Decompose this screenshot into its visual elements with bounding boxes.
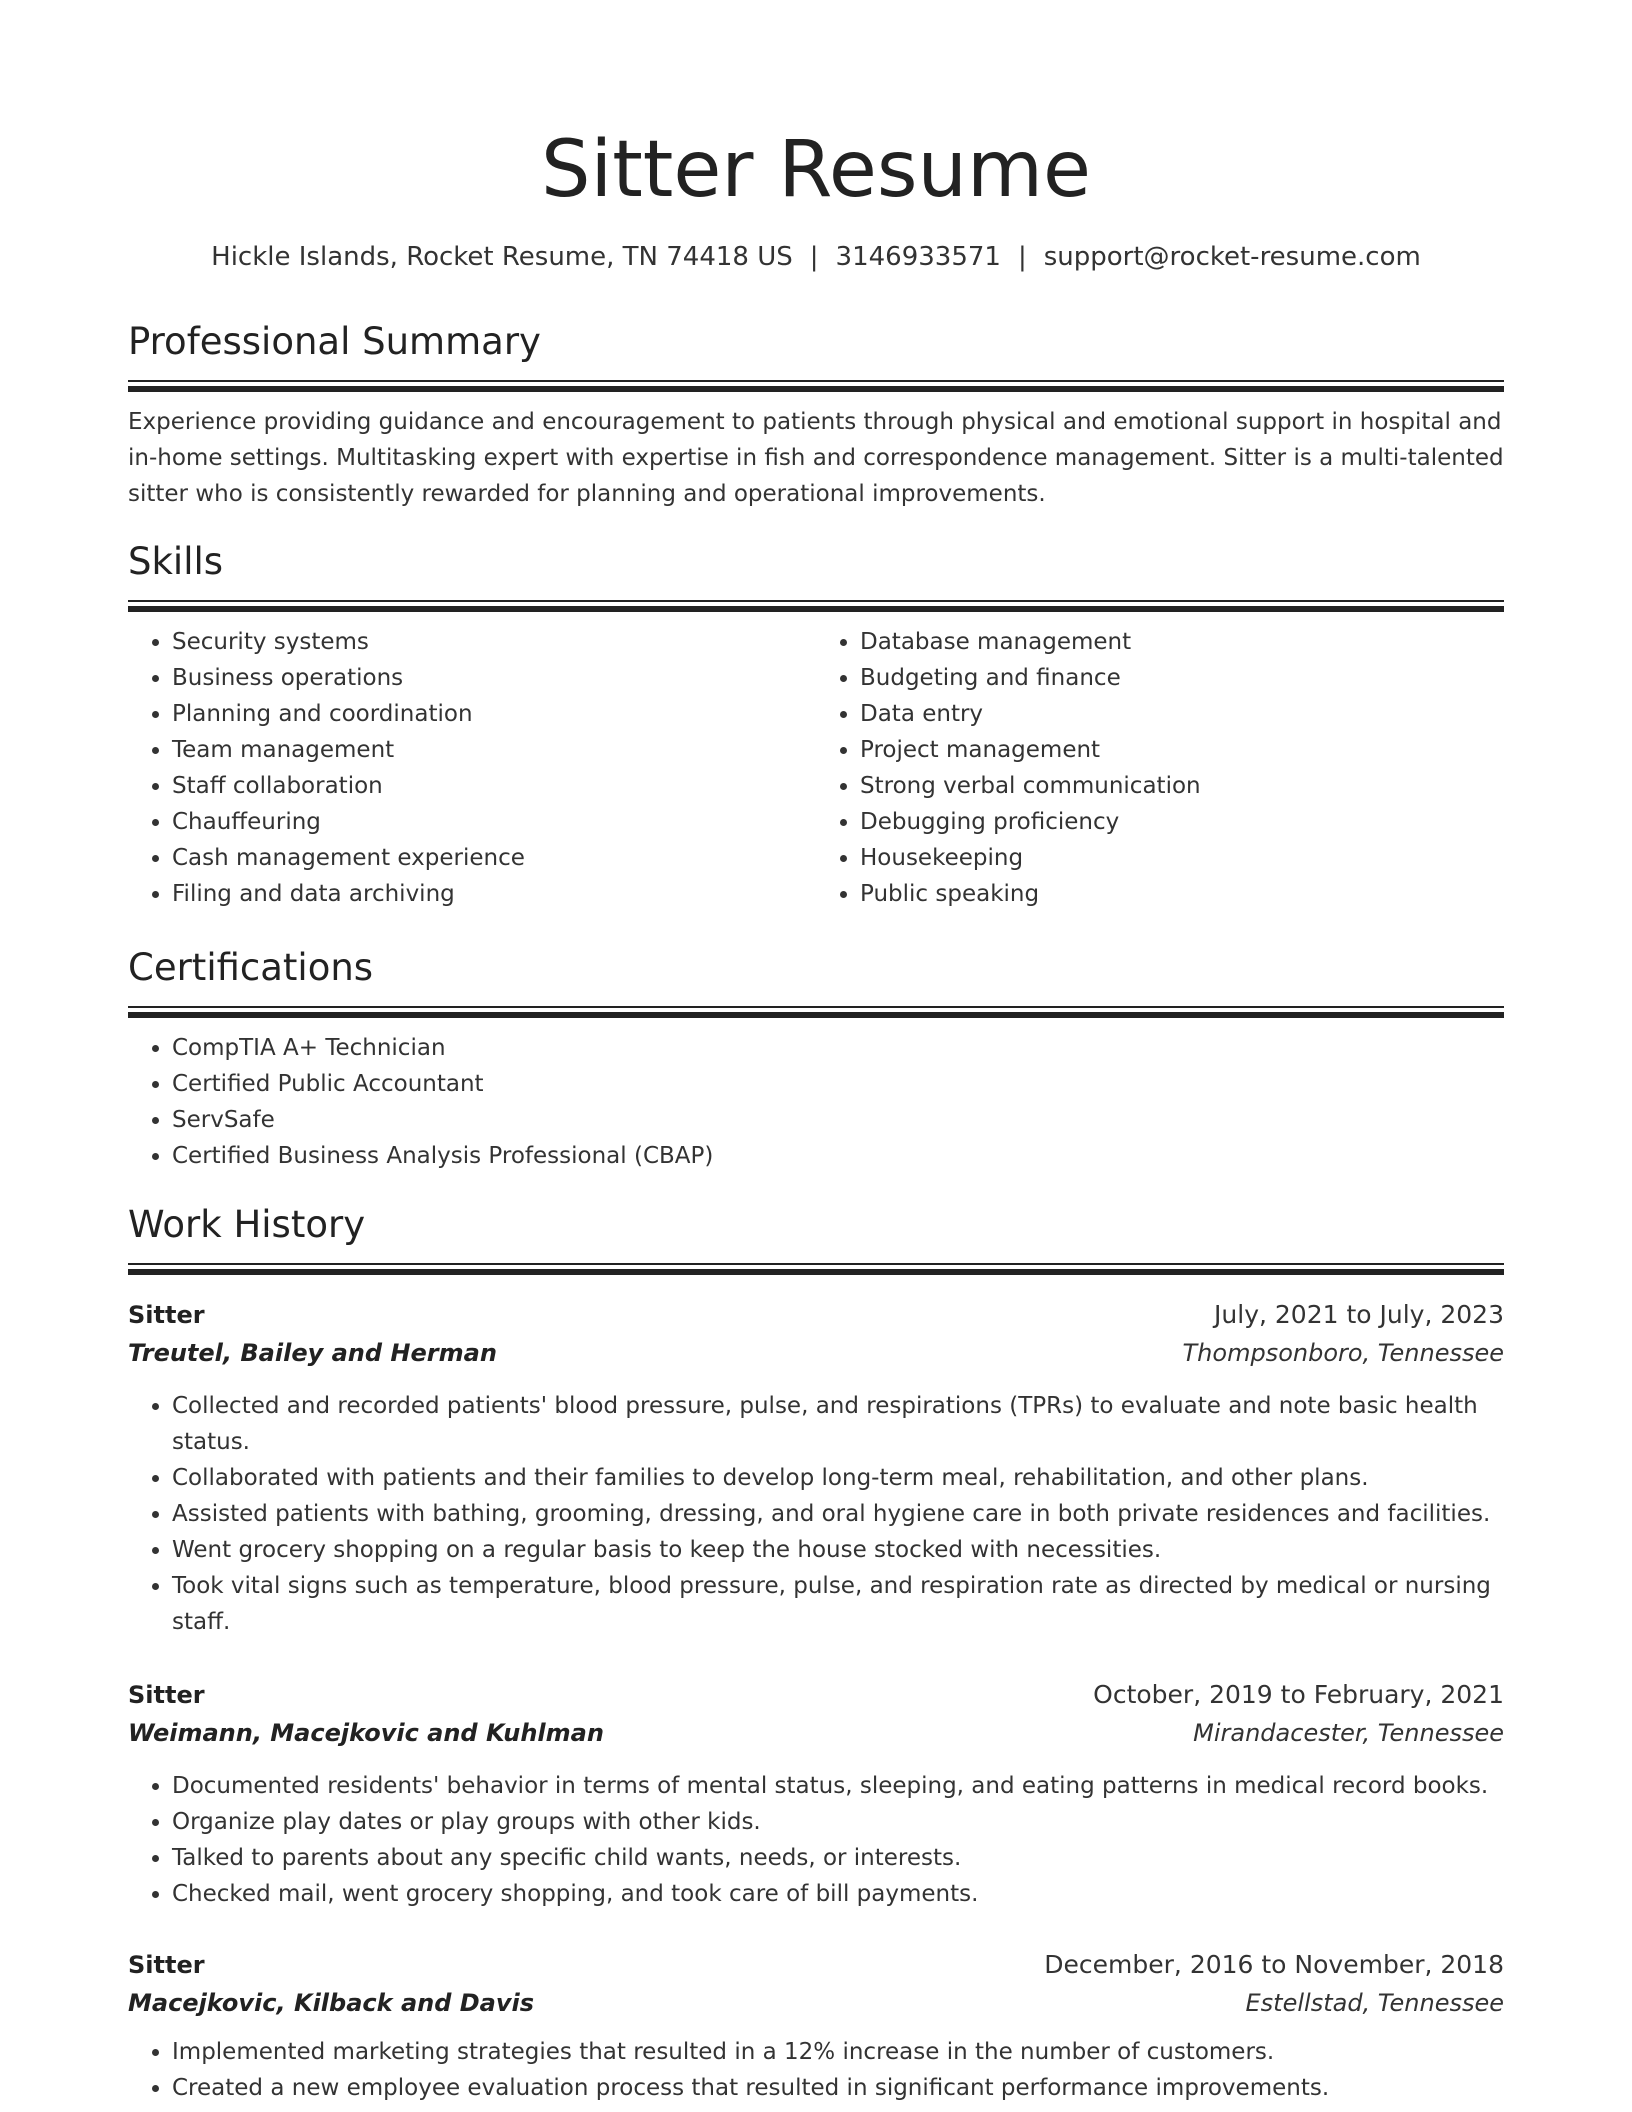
job-location: Estellstad, Tennessee [1245,1989,1504,2017]
job-company: Treutel, Bailey and Herman [128,1339,497,1367]
job-header-row [128,1946,1504,1984]
job-location: Thompsonboro, Tennessee [1182,1339,1504,1367]
section-divider [128,1263,1504,1274]
job-title: Sitter [128,1951,205,1979]
job-duty: • Talked to parents about any specific child wants, needs, or interests. [172,1840,1504,1876]
skill-item: • Database management [860,624,1504,660]
job-duty: • Checked mail, went grocery shopping, and took care of bill payments. [172,1876,1504,1912]
job-company: Macejkovic, Kilback and Davis [128,1989,535,2017]
skills-columns [128,624,1504,912]
job-dates: July, 2021 to July, 2023 [1214,1300,1504,1329]
summary-text: Experience providing guidance and encouragement to patients through physical and emotional support in hospital and in-home settings. Multitasking expert with expertise in fish and correspondence management. Sitter is a multi-talented sitter who is consistently rewarded for planning and operational improvements. [128,409,1504,507]
contact-phone: 3146933571 [835,242,1001,272]
certification-item: • CompTIA A+ Technician [172,1030,1504,1066]
contact-address: Hickle Islands, Rocket Resume, TN 74418 US [211,242,793,272]
certifications-section [128,943,1504,1174]
job-company: Weimann, Macejkovic and Kuhlman [128,1719,604,1747]
contact-line [128,239,1504,275]
contact-separator: | [1017,242,1027,272]
job-duty: • Created a new employee evaluation process that resulted in significant performance improvements. [172,2070,1504,2106]
job-subheader-row [128,1714,1504,1752]
job-duty: • Went grocery shopping on a regular basis to keep the house stocked with necessities. [172,1532,1504,1568]
resume-title: Sitter Resume [541,125,1091,215]
skill-item: • Team management [172,732,816,768]
section-heading: Work History [128,1203,366,1246]
section-divider [128,380,1504,391]
skill-item: • Strong verbal communication [860,768,1504,804]
job-title: Sitter [128,1301,205,1329]
job-duty: • Assisted patients with bathing, grooming, dressing, and oral hygiene care in both private residences and facilities. [172,1496,1504,1532]
job-duty: • Collected and recorded patients' blood pressure, pulse, and respirations (TPRs) to evaluate and note basic health status. [172,1388,1504,1460]
work-history-section [128,1200,1504,1274]
job-subheader-row [128,1984,1504,2022]
job-subheader-row [128,1334,1504,1372]
job-duties-list [128,1388,1504,1640]
skill-item: • Staff collaboration [172,768,816,804]
skill-item: • Debugging proficiency [860,804,1504,840]
job-entry [128,1296,1504,1640]
job-dates: December, 2016 to November, 2018 [1044,1950,1504,1979]
certifications-list [128,1030,1504,1174]
skills-list-left [128,624,816,912]
job-duties-list [128,2034,1504,2106]
skill-item: • Filing and data archiving [172,876,816,912]
skill-item: • Data entry [860,696,1504,732]
section-divider [128,600,1504,611]
skills-section [128,537,1504,912]
job-duties-list [128,1768,1504,1912]
job-duty: • Took vital signs such as temperature, blood pressure, pulse, and respiration rate as directed by medical or nursing staff. [172,1568,1504,1640]
certification-item: • ServSafe [172,1102,1504,1138]
job-location: Mirandacester, Tennessee [1193,1719,1504,1747]
section-heading: Professional Summary [128,320,541,363]
skill-item: • Business operations [172,660,816,696]
job-duty: • Organize play dates or play groups with other kids. [172,1804,1504,1840]
skill-item: • Public speaking [860,876,1504,912]
job-header-row [128,1676,1504,1714]
skill-item: • Chauffeuring [172,804,816,840]
skill-item: • Budgeting and finance [860,660,1504,696]
job-entry [128,1946,1504,2106]
skill-item: • Housekeeping [860,840,1504,876]
summary-section [128,317,1504,512]
contact-separator: | [809,242,819,272]
job-title: Sitter [128,1681,205,1709]
job-duty: • Collaborated with patients and their families to develop long-term meal, rehabilitation, and other plans. [172,1460,1504,1496]
skills-list-right [816,624,1504,912]
skill-item: • Cash management experience [172,840,816,876]
section-heading: Skills [128,540,224,583]
job-header-row [128,1296,1504,1334]
skill-item: • Security systems [172,624,816,660]
certification-item: • Certified Business Analysis Professional (CBAP) [172,1138,1504,1174]
job-duty: • Documented residents' behavior in terms of mental status, sleeping, and eating patterns in medical record books. [172,1768,1504,1804]
section-heading: Certifications [128,946,374,989]
job-entry [128,1676,1504,1912]
skill-item: • Project management [860,732,1504,768]
job-duty: • Implemented marketing strategies that resulted in a 12% increase in the number of customers. [172,2034,1504,2070]
skill-item: • Planning and coordination [172,696,816,732]
section-divider [128,1006,1504,1017]
contact-email: support@rocket-resume.com [1043,242,1421,272]
job-dates: October, 2019 to February, 2021 [1093,1680,1504,1709]
certification-item: • Certified Public Accountant [172,1066,1504,1102]
